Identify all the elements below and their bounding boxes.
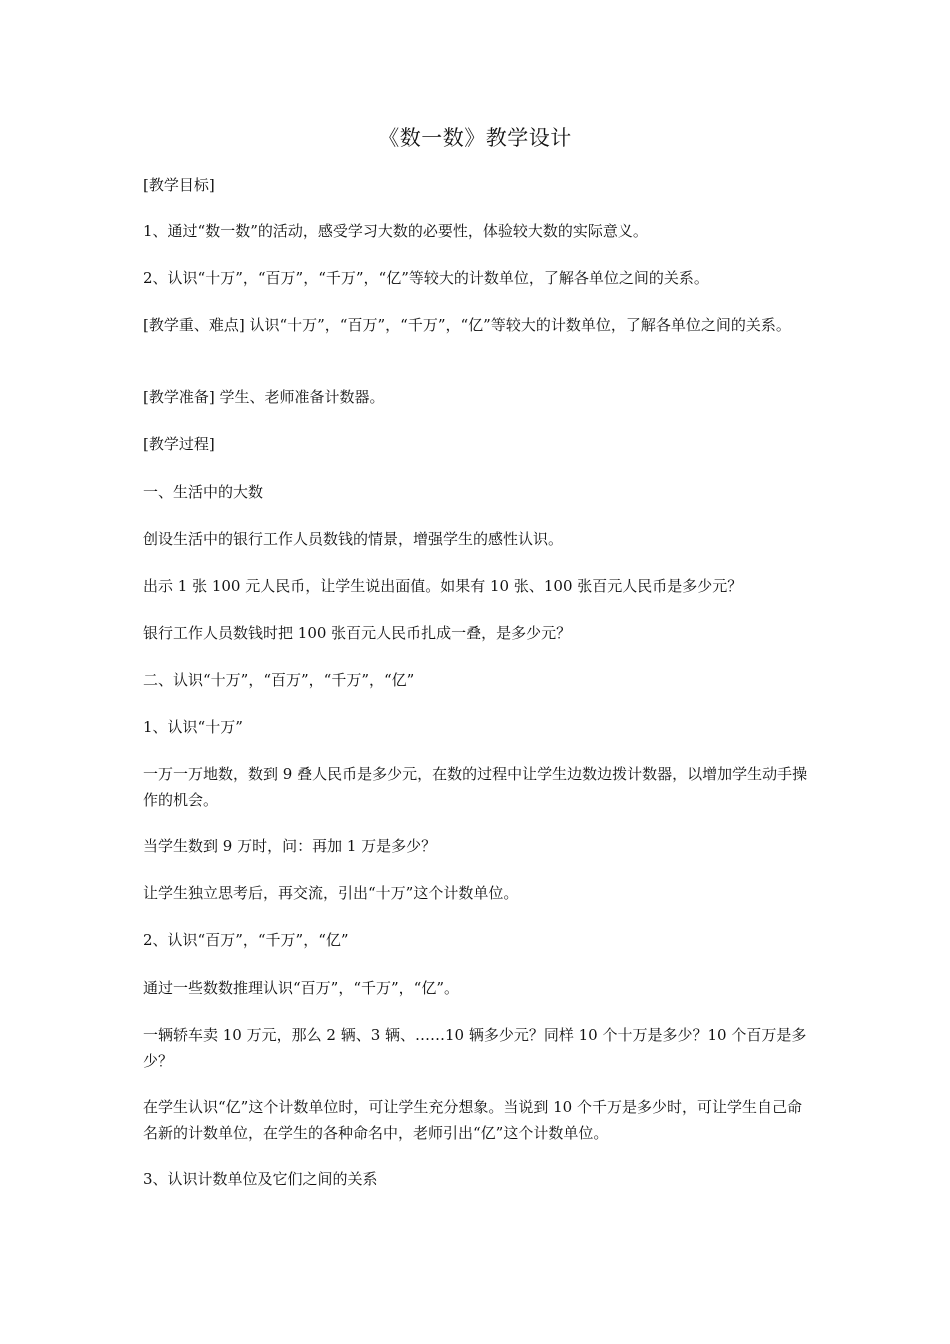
subsection-2-para-3: 在学生认识“亿”这个计数单位时，可让学生充分想象。当说到 10 个千万是多少时，可让学生自己命名新的计数单位，在学生的各种命名中，老师引出“亿”这个计数单位。 <box>143 1098 802 1142</box>
section-1-heading: 一、生活中的大数 <box>143 483 264 501</box>
subsection-1-para-3: 让学生独立思考后，再交流，引出“十万”这个计数单位。 <box>143 884 519 902</box>
document-title: 《数一数》教学设计 <box>378 126 572 150</box>
teaching-preparation: [教学准备] 学生、老师准备计数器。 <box>143 388 385 406</box>
subsection-2-para-2: 一辆轿车卖 10 万元，那么 2 辆、3 辆、……10 辆多少元？同样 10 个十万是多少？10 个百万是多少？ <box>143 1026 807 1070</box>
key-difficult-points: [教学重、难点] 认识“十万”，“百万”，“千万”，“亿”等较大的计数单位，了解各单位之间的关系。 <box>143 316 791 334</box>
goal-item-1: 1、通过“数一数”的活动，感受学习大数的必要性，体验较大数的实际意义。 <box>143 222 648 240</box>
section-1-para-3: 银行工作人员数钱时把 100 张百元人民币扎成一叠，是多少元？ <box>143 624 572 642</box>
subsection-3-heading: 3、认识计数单位及它们之间的关系 <box>143 1170 378 1188</box>
heading-teaching-goals: [教学目标] <box>143 176 215 194</box>
section-1-para-2: 出示 1 张 100 元人民币，让学生说出面值。如果有 10 张、100 张百元人民币是多少元？ <box>143 577 743 595</box>
subsection-1-para-1: 一万一万地数，数到 9 叠人民币是多少元，在数的过程中让学生边数边拨计数器，以增加学生动手操作的机会。 <box>143 765 808 809</box>
heading-teaching-process: [教学过程] <box>143 435 215 453</box>
subsection-2-heading: 2、认识“百万”，“千万”，“亿” <box>143 931 349 949</box>
subsection-2-para-1: 通过一些数数推理认识“百万”，“千万”，“亿”。 <box>143 979 460 997</box>
section-2-heading: 二、认识“十万”，“百万”，“千万”，“亿” <box>143 671 415 689</box>
goal-item-2: 2、认识“十万”，“百万”，“千万”，“亿”等较大的计数单位，了解各单位之间的关系。 <box>143 269 709 287</box>
section-1-para-1: 创设生活中的银行工作人员数钱的情景，增强学生的感性认识。 <box>143 530 564 548</box>
subsection-1-para-2: 当学生数到 9 万时，问：再加 1 万是多少？ <box>143 837 437 855</box>
subsection-1-heading: 1、认识“十万” <box>143 718 243 736</box>
